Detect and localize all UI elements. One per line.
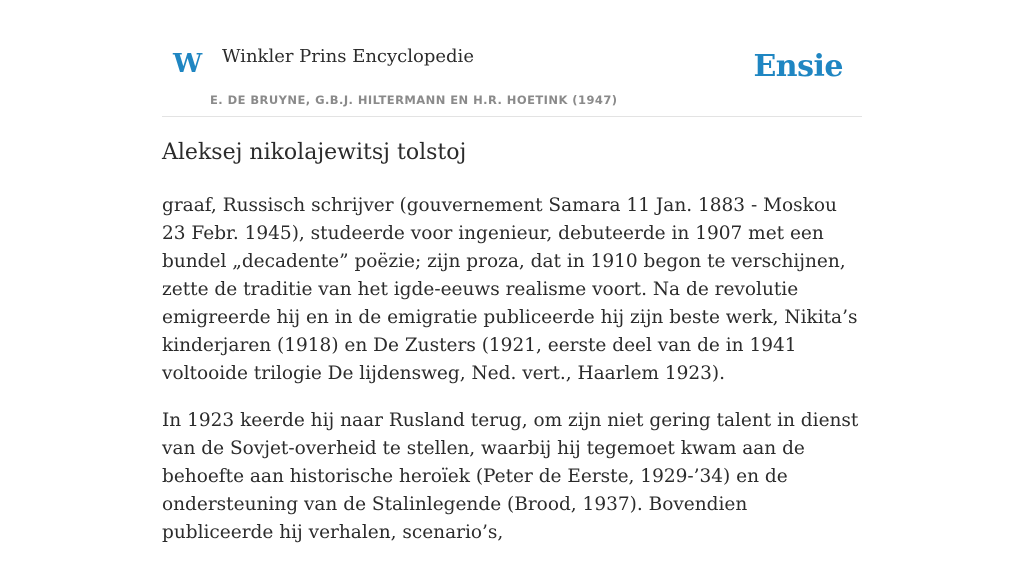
publication-title[interactable]: Winkler Prins Encyclopedie	[222, 46, 474, 67]
publication-logo[interactable]: W	[173, 49, 203, 79]
article-body	[162, 192, 862, 566]
publication-authors: E. DE BRUYNE, G.B.J. HILTERMANN EN H.R. HOETINK (1947)	[210, 93, 618, 107]
brand-logo[interactable]: Ensie	[753, 49, 843, 84]
article-paragraph: graaf, Russisch schrijver (gouvernement Samara 11 Jan. 1883 - Moskou 23 Febr. 1945), studeerde voor ingenieur, debuteerde in 1907 met een bundel „decadente” poëzie; zijn proza, dat in 1910 begon te verschijnen, zette de traditie van het igde-eeuws realisme voort. Na de revolutie emigreerde hij en in de emigratie publiceerde hij zijn beste werk, Nikita’s kinderjaren (1918) en De Zusters (1921, eerste deel van de in 1941 voltooide trilogie De lijdensweg, Ned. vert., Haarlem 1923).	[162, 195, 858, 384]
page	[162, 0, 862, 543]
article-paragraph: In 1923 keerde hij naar Rusland terug, om zijn niet gering talent in dienst van de Sovjet-overheid te stellen, waarbij hij tegemoet kwam aan de behoefte aan historische heroïek (Peter de Eerste, 1929-’34) en de ondersteuning van de Stalinlegende (Brood, 1937). Bovendien publiceerde hij verhalen, scenario’s,	[162, 410, 859, 543]
site-header	[162, 0, 862, 117]
article-title: Aleksej nikolajewitsj tolstoj	[162, 140, 467, 165]
